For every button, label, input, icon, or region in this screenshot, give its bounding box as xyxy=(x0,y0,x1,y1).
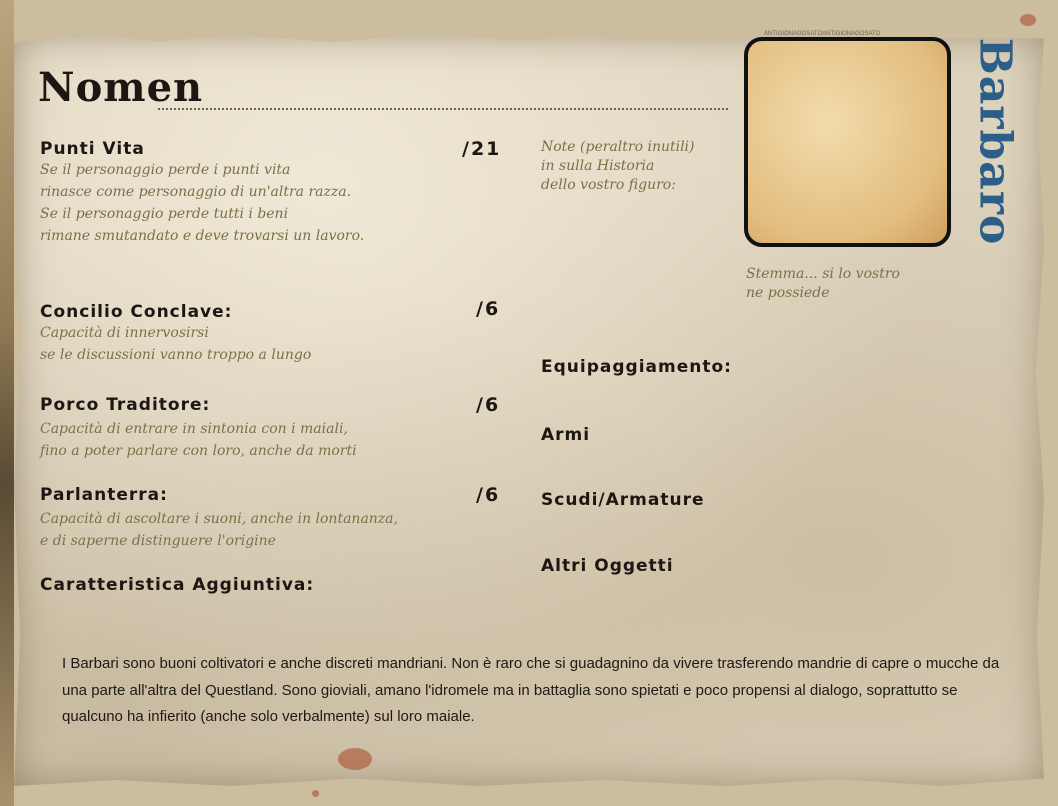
stat-description-porco-traditore: Capacità di entrare in sintonia con i maiali, fino a poter parlare con loro, anche da morti xyxy=(40,421,357,459)
stat-score-punti-vita: /21 xyxy=(462,138,502,160)
nomen-write-line xyxy=(158,108,728,110)
stat-description-parlanterra: Capacità di ascoltare i suoni, anche in lontananza, e di saperne distinguere l'origine xyxy=(40,511,398,549)
stat-description-punti-vita: Se il personaggio perde i punti vita rinasce come personaggio di un'altra razza. Se il personaggio perde tutti i beni rimane smutandato e deve trovarsi un lavoro. xyxy=(40,162,365,244)
left-border-strip xyxy=(0,0,14,806)
ink-stain xyxy=(338,748,372,770)
emblem-caption: Stemma... si lo vostro ne possiede xyxy=(746,266,900,301)
stat-description-concilio-conclave: Capacità di innervosirsi se le discussioni vanno troppo a lungo xyxy=(40,325,312,363)
equipment-weapons-label: Armi xyxy=(541,425,591,445)
stat-score-concilio-conclave: /6 xyxy=(476,298,501,320)
history-notes-label: Note (peraltro inutili) in sulla Historia dello vostro figuro: xyxy=(541,139,695,193)
stat-score-parlanterra: /6 xyxy=(476,484,501,506)
equipment-armor-label: Scudi/Armature xyxy=(541,490,705,510)
nomen-label: Nomen xyxy=(38,64,204,111)
stat-title-parlanterra: Parlanterra: xyxy=(40,485,168,505)
emblem-tag: ANTIGIONAGOSATOANTIGIONAGOSATO xyxy=(764,31,881,37)
stat-score-porco-traditore: /6 xyxy=(476,394,501,416)
stat-title-porco-traditore: Porco Traditore: xyxy=(40,395,211,415)
class-description: I Barbari sono buoni coltivatori e anche discreti mandriani. Non è raro che si guadagnino da vivere trasferendo mandrie di capre o mucche da una parte all'altra del Questland. Sono gioviali, amano l'idromele ma in battaglia sono spietati e poco propensi al dialogo, soprattutto se qualcuno ha infierito (anche solo verbalmente) sul loro maiale. xyxy=(62,655,1000,725)
extra-trait-label: Caratteristica Aggiuntiva: xyxy=(40,575,315,595)
class-name-text: Barbaro xyxy=(969,37,1021,245)
equipment-other-label: Altri Oggetti xyxy=(541,556,674,576)
stat-title-concilio-conclave: Concilio Conclave: xyxy=(40,302,233,322)
class-name-title xyxy=(940,36,1050,246)
stat-title-punti-vita: Punti Vita xyxy=(40,139,145,159)
emblem-frame xyxy=(744,37,951,247)
ink-stain xyxy=(312,790,319,797)
ink-stain xyxy=(1020,14,1036,26)
equipment-title: Equipaggiamento: xyxy=(541,357,732,377)
